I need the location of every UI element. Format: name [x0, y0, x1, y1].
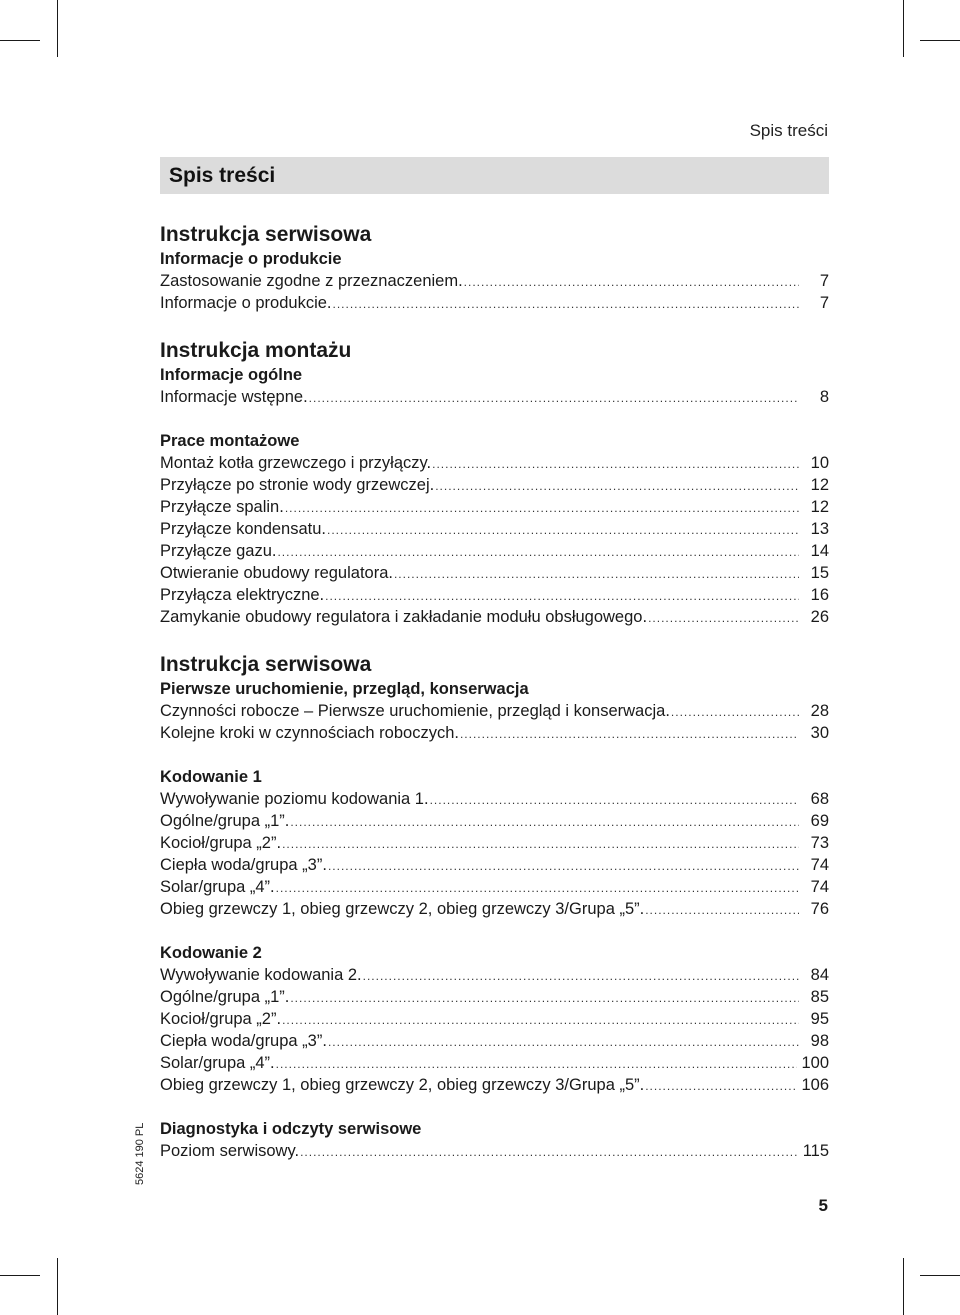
toc-entry-page: 8	[819, 388, 829, 406]
leader-dots	[328, 1031, 799, 1053]
section-heading: Instrukcja montażu	[160, 339, 352, 362]
toc-entry-page: 69	[810, 812, 829, 830]
toc-entry-label: Obieg grzewczy 1, obieg grzewczy 2, obieg grzewczy 3/Grupa „5”.	[160, 900, 645, 918]
crop-mark	[57, 1258, 58, 1315]
leader-dots	[432, 453, 799, 475]
toc-entry[interactable]	[160, 474, 829, 496]
toc-entry-page: 100	[801, 1054, 829, 1072]
toc-entry[interactable]	[160, 832, 829, 854]
leader-dots	[394, 563, 799, 585]
leader-dots	[285, 497, 799, 519]
toc-entry[interactable]	[160, 518, 829, 540]
toc-entry[interactable]	[160, 386, 829, 408]
leader-dots	[276, 1053, 798, 1075]
leader-dots	[328, 855, 799, 877]
toc-entry-page: 74	[810, 878, 829, 896]
leader-dots	[435, 475, 799, 497]
toc-entry-label: Wywoływanie kodowania 2.	[160, 966, 362, 984]
crop-mark	[903, 0, 904, 57]
toc-entry-label: Czynności robocze – Pierwsze uruchomienie, przegląd i konserwacja.	[160, 702, 670, 720]
toc-entry-page: 68	[810, 790, 829, 808]
toc-entry[interactable]	[160, 876, 829, 898]
group-heading: Prace montażowe	[160, 432, 300, 450]
toc-entry[interactable]	[160, 722, 829, 744]
toc-entry[interactable]	[160, 540, 829, 562]
table-of-contents	[160, 222, 829, 1162]
group-heading: Informacje o produkcie	[160, 250, 342, 268]
crop-mark	[0, 1275, 40, 1276]
toc-entry-label: Ciepła woda/grupa „3”.	[160, 856, 327, 874]
toc-entry[interactable]	[160, 898, 829, 920]
toc-entry-page: 98	[810, 1032, 829, 1050]
leader-dots	[290, 811, 799, 833]
leader-dots	[300, 1141, 799, 1163]
crop-mark	[57, 0, 58, 57]
toc-entry[interactable]	[160, 452, 829, 474]
group-heading: Informacje ogólne	[160, 366, 303, 384]
toc-entry-label: Ogólne/grupa „1”.	[160, 812, 290, 830]
toc-entry-page: 76	[810, 900, 829, 918]
toc-entry-label: Przyłącze kondensatu.	[160, 520, 327, 538]
toc-entry-label: Poziom serwisowy.	[160, 1142, 300, 1160]
toc-entry[interactable]	[160, 854, 829, 876]
leader-dots	[464, 271, 799, 293]
toc-section	[160, 222, 829, 314]
section-heading: Instrukcja serwisowa	[160, 223, 372, 246]
toc-entry[interactable]	[160, 1008, 829, 1030]
leader-dots	[290, 987, 799, 1009]
toc-entry-page: 10	[810, 454, 829, 472]
toc-entry-page: 13	[810, 520, 829, 538]
title-bar	[160, 157, 829, 194]
document-code: 5624 190 PL	[134, 1122, 146, 1185]
toc-entry-label: Wywoływanie poziomu kodowania 1.	[160, 790, 429, 808]
toc-entry-label: Kocioł/grupa „2”.	[160, 1010, 282, 1028]
group-heading: Pierwsze uruchomienie, przegląd, konserwacja	[160, 680, 529, 698]
toc-entry-page: 14	[810, 542, 829, 560]
leader-dots	[327, 519, 799, 541]
leader-dots	[671, 701, 799, 723]
leader-dots	[282, 833, 799, 855]
toc-entry-page: 12	[810, 498, 829, 516]
page-title: Spis treści	[169, 164, 276, 187]
toc-entry-page: 26	[810, 608, 829, 626]
toc-entry-page: 28	[810, 702, 829, 720]
toc-entry[interactable]	[160, 562, 829, 584]
page-number: 5	[818, 1196, 828, 1215]
toc-entry-page: 84	[810, 966, 829, 984]
toc-entry[interactable]	[160, 606, 829, 628]
section-heading: Instrukcja serwisowa	[160, 653, 372, 676]
toc-entry-page: 95	[810, 1010, 829, 1028]
toc-entry-label: Otwieranie obudowy regulatora.	[160, 564, 393, 582]
toc-entry[interactable]	[160, 270, 829, 292]
leader-dots	[645, 899, 799, 921]
toc-entry[interactable]	[160, 1052, 829, 1074]
toc-entry[interactable]	[160, 1030, 829, 1052]
leader-dots	[363, 965, 799, 987]
toc-entry-page: 15	[810, 564, 829, 582]
leader-dots	[277, 541, 799, 563]
toc-entry[interactable]	[160, 1140, 829, 1162]
toc-entry-page: 106	[801, 1076, 829, 1094]
toc-entry-label: Montaż kotła grzewczego i przyłączy.	[160, 454, 432, 472]
toc-entry-page: 12	[810, 476, 829, 494]
leader-dots	[276, 877, 799, 899]
toc-entry-page: 16	[810, 586, 829, 604]
toc-entry-page: 74	[810, 856, 829, 874]
toc-entry-label: Obieg grzewczy 1, obieg grzewczy 2, obieg grzewczy 3/Grupa „5”.	[160, 1076, 645, 1094]
toc-entry[interactable]	[160, 700, 829, 722]
toc-entry[interactable]	[160, 292, 829, 314]
toc-entry-label: Ogólne/grupa „1”.	[160, 988, 290, 1006]
toc-entry-label: Informacje wstępne.	[160, 388, 308, 406]
toc-entry[interactable]	[160, 496, 829, 518]
crop-mark	[0, 40, 40, 41]
toc-entry-label: Kocioł/grupa „2”.	[160, 834, 282, 852]
toc-entry-page: 7	[819, 294, 829, 312]
group-heading: Diagnostyka i odczyty serwisowe	[160, 1120, 422, 1138]
toc-entry-label: Przyłącze gazu.	[160, 542, 277, 560]
toc-entry[interactable]	[160, 1074, 829, 1096]
toc-section	[160, 338, 829, 628]
leader-dots	[333, 293, 799, 315]
toc-entry-page: 115	[802, 1142, 829, 1160]
leader-dots	[460, 723, 799, 745]
toc-entry-label: Zastosowanie zgodne z przeznaczeniem.	[160, 272, 463, 290]
toc-entry-label: Zamykanie obudowy regulatora i zakładanie modułu obsługowego.	[160, 608, 648, 626]
toc-entry-label: Przyłącze spalin.	[160, 498, 284, 516]
toc-entry-label: Przyłącza elektryczne.	[160, 586, 325, 604]
group-heading: Kodowanie 1	[160, 768, 262, 786]
leader-dots	[430, 789, 799, 811]
toc-entry-page: 7	[819, 272, 829, 290]
toc-entry[interactable]	[160, 788, 829, 810]
toc-section	[160, 652, 829, 1162]
toc-entry-label: Kolejne kroki w czynnościach roboczych.	[160, 724, 459, 742]
leader-dots	[309, 387, 799, 409]
toc-entry[interactable]	[160, 986, 829, 1008]
crop-mark	[920, 1275, 960, 1276]
toc-entry-page: 85	[810, 988, 829, 1006]
toc-entry[interactable]	[160, 584, 829, 606]
toc-entry-page: 30	[810, 724, 829, 742]
toc-entry-label: Ciepła woda/grupa „3”.	[160, 1032, 327, 1050]
toc-entry[interactable]	[160, 810, 829, 832]
leader-dots	[325, 585, 799, 607]
group-heading: Kodowanie 2	[160, 944, 262, 962]
crop-mark	[920, 40, 960, 41]
leader-dots	[282, 1009, 799, 1031]
toc-entry-label: Solar/grupa „4”.	[160, 1054, 275, 1072]
toc-entry-label: Solar/grupa „4”.	[160, 878, 275, 896]
leader-dots	[648, 607, 799, 629]
toc-entry-label: Przyłącze po stronie wody grzewczej.	[160, 476, 435, 494]
running-header: Spis treści	[749, 121, 828, 140]
crop-mark	[903, 1258, 904, 1315]
leader-dots	[645, 1075, 797, 1097]
toc-entry-label: Informacje o produkcie.	[160, 294, 332, 312]
toc-entry[interactable]	[160, 964, 829, 986]
toc-entry-page: 73	[810, 834, 829, 852]
